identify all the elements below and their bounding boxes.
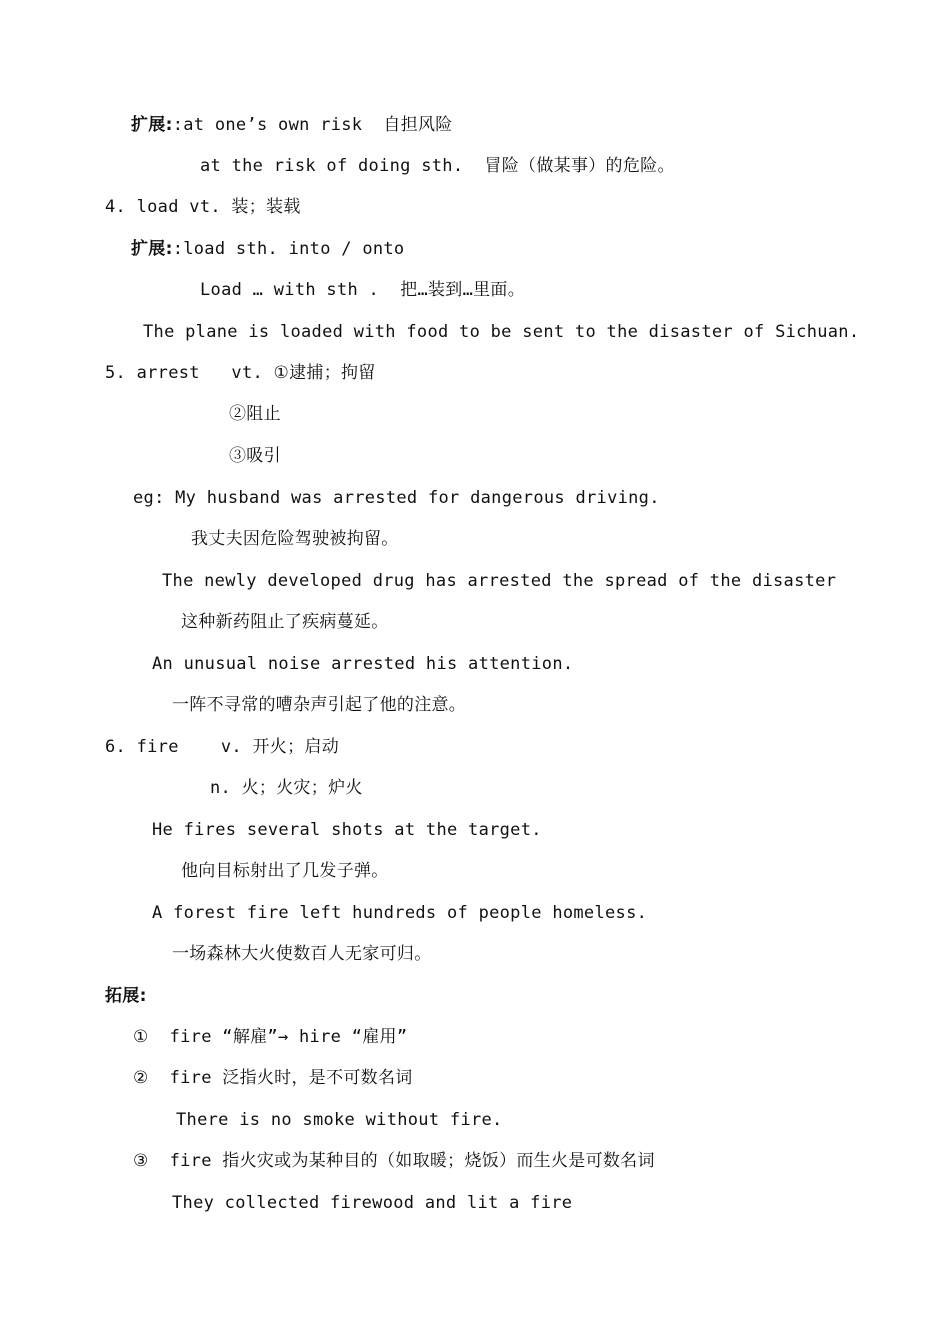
vocab-heading-load: 4. load vt. 装；装载 [105, 197, 301, 217]
example-sentence: They collected firewood and lit a fire [172, 1193, 573, 1213]
expansion-line-load [131, 238, 404, 260]
example-sentence: There is no smoke without fire. [176, 1110, 503, 1130]
translation-line: 一场森林大火使数百人无家可归。 [172, 944, 432, 964]
definition-line: ③吸引 [229, 446, 281, 466]
translation-line: 我丈夫因危险驾驶被拘留。 [191, 529, 399, 549]
text-line: at the risk of doing sth. 冒险（做某事）的危险。 [200, 156, 675, 176]
translation-line: 他向目标射出了几发子弹。 [181, 861, 389, 881]
list-item: ① fire “解雇”→ hire “雇用” [133, 1027, 408, 1047]
example-sentence: A forest fire left hundreds of people homeless. [152, 903, 648, 923]
example-sentence: An unusual noise arrested his attention. [152, 654, 574, 674]
example-sentence: He fires several shots at the target. [152, 820, 542, 840]
example-sentence: eg: My husband was arrested for dangerous driving. [133, 488, 660, 508]
vocab-heading-fire: 6. fire v. 开火；启动 [105, 737, 339, 757]
vocab-heading-arrest: 5. arrest vt. ①逮捕；拘留 [105, 363, 376, 383]
text-line: :at one’s own risk 自担风险 [172, 115, 453, 135]
expansion-heading [105, 985, 147, 1007]
translation-line: 一阵不寻常的嘈杂声引起了他的注意。 [172, 695, 467, 715]
translation-line: 这种新药阻止了疾病蔓延。 [181, 612, 389, 632]
text-line: Load … with sth . 把…装到…里面。 [200, 280, 526, 300]
definition-line: ②阻止 [229, 404, 281, 424]
list-item: ② fire 泛指火时，是不可数名词 [133, 1068, 413, 1088]
example-sentence: The newly developed drug has arrested the spread of the disaster [162, 571, 837, 591]
expansion-label: 拓展: [105, 986, 147, 1006]
list-item: ③ fire 指火灾或为某种目的（如取暖；烧饭）而生火是可数名词 [133, 1151, 655, 1171]
expansion-label: 扩展: [131, 115, 173, 135]
expansion-line-risk [131, 114, 453, 136]
text-line: :load sth. into / onto [172, 239, 405, 259]
example-sentence: The plane is loaded with food to be sent to the disaster of Sichuan. [143, 322, 860, 342]
expansion-label: 扩展: [131, 239, 173, 259]
definition-line: n. 火；火灾；炉火 [210, 778, 363, 798]
